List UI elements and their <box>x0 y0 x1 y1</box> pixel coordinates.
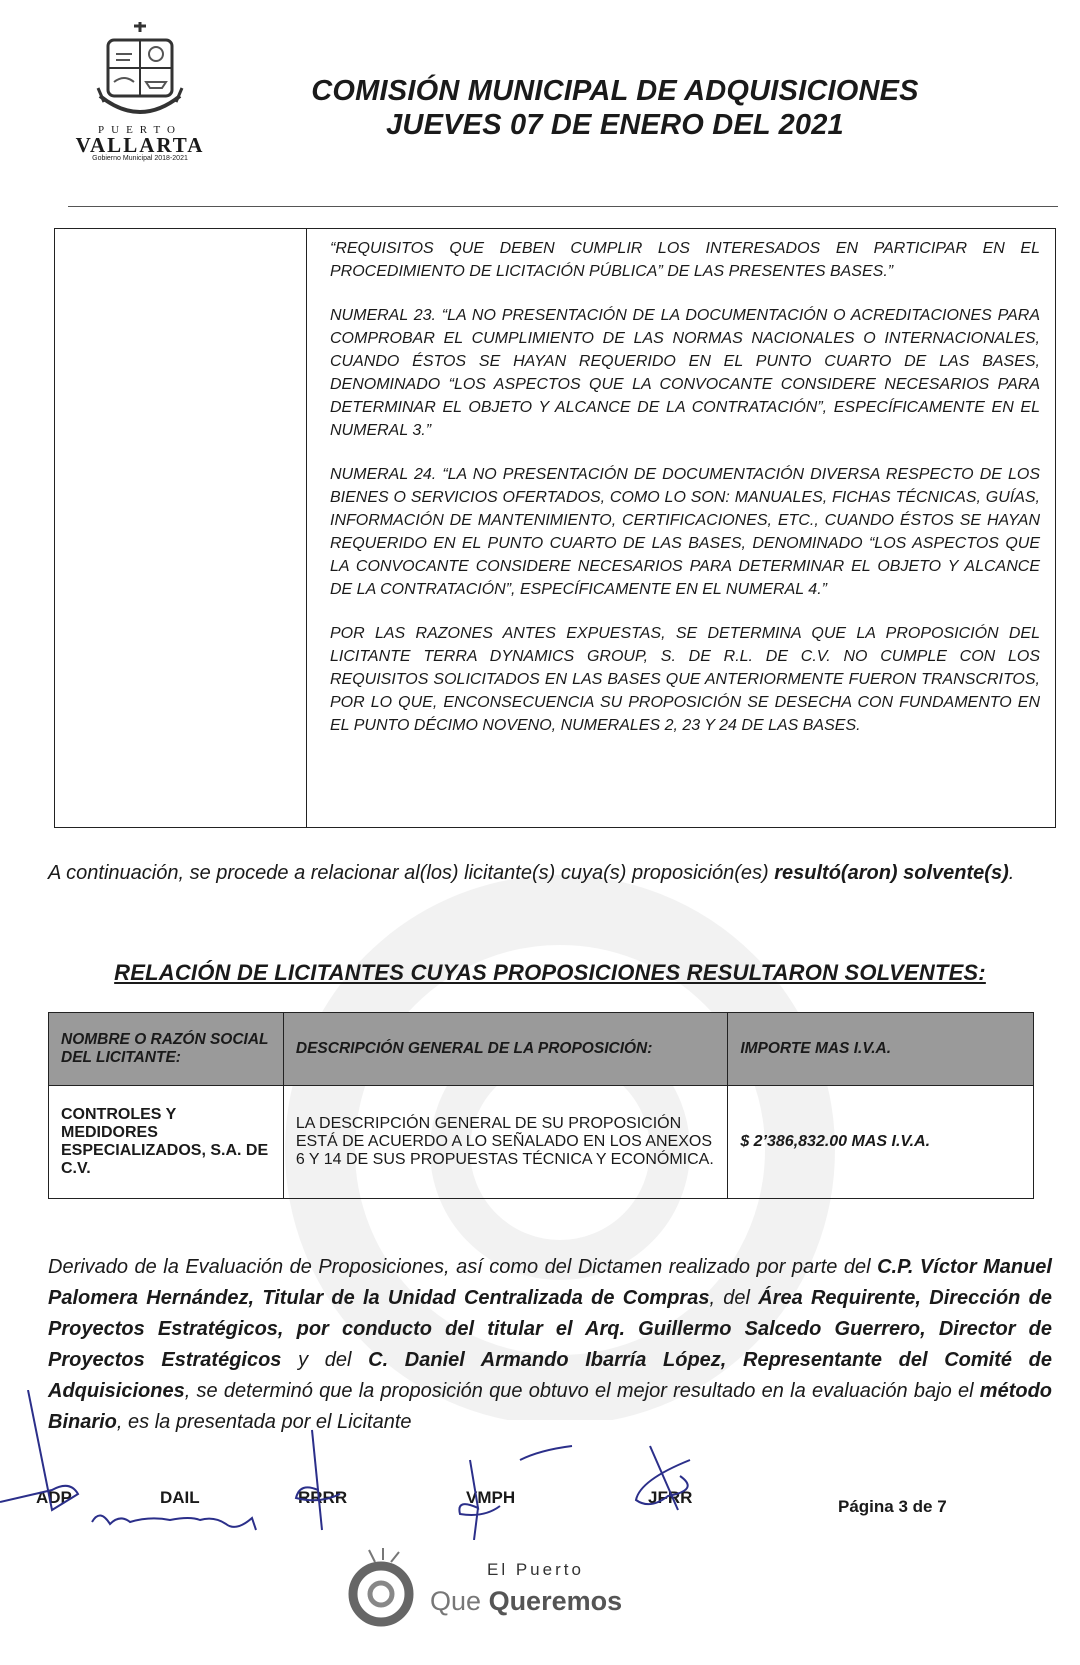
final-text-4: , se determinó que la proposición que obtuvo el mejor resultado en la evaluación bajo el <box>184 1380 980 1402</box>
table-row <box>49 1086 1034 1199</box>
slogan-el-puerto: El Puerto <box>487 1560 584 1579</box>
final-text-1: Derivado de la Evaluación de Proposiciones, así como del Dictamen realizado por parte del <box>48 1256 878 1278</box>
logo-puerto: PUERTO <box>98 124 182 136</box>
intro-paragraph <box>48 860 1052 887</box>
initials-dail: DAIL <box>160 1488 200 1507</box>
header-description: DESCRIPCIÓN GENERAL DE LA PROPOSICIÓN: <box>283 1013 727 1086</box>
slogan-que: Que <box>430 1586 482 1616</box>
initials-adp: ADP <box>36 1488 72 1507</box>
final-bold-3: C. Daniel Armando Ibarría López, Representante del Comité de Adquisiciones <box>48 1349 1052 1402</box>
slogan-que-queremos <box>430 1586 622 1617</box>
cell-name: CONTROLES Y MEDIDORES ESPECIALIZADOS, S.A. DE C.V. <box>49 1086 284 1199</box>
bidders-table <box>48 1012 1034 1199</box>
cell-description: LA DESCRIPCIÓN GENERAL DE SU PROPOSICIÓN ESTÁ DE ACUERDO A LO SEÑALADO EN LOS ANEXOS 6 Y 14 DE SUS PROPUESTAS TÉCNICA Y ECONÓMICA. <box>283 1086 727 1199</box>
initials-jfrr: JFRR <box>648 1488 693 1507</box>
box-paragraph: NUMERAL 24. “LA NO PRESENTACIÓN DE DOCUMENTACIÓN DIVERSA RESPECTO DE LOS BIENES O SERVICIOS OFERTADOS, COMO LO SON: MANUALES, FICHAS TÉCNICAS, GUÍAS, INFORMACIÓN DE MANTENIMIENTO, CERTIFICACIONES, ETC., CUANDO ÉSTOS SE HAYAN REQUERIDO EN EL PUNTO CUARTO DE LAS BASES, DENOMINADO “LOS ASPECTOS QUE LA CONVOCANTE CONSIDERE NECESARIOS PARA DETERMINAR EL OBJETO Y ALCANCE DE LA CONTRATACIÓN”, ESPECÍFICAMENTE EN EL NUMERAL 4.” <box>330 466 1040 598</box>
municipal-logo <box>70 18 210 168</box>
coat-of-arms-icon <box>90 18 190 126</box>
final-text-2: , del <box>709 1287 759 1309</box>
header-amount: IMPORTE MAS I.V.A. <box>728 1013 1034 1086</box>
intro-text: A continuación, se procede a relacionar al(los) licitante(s) cuya(s) proposición(es) <box>48 862 775 884</box>
page-number: Página 3 de 7 <box>838 1497 947 1516</box>
title-line-1: COMISIÓN MUNICIPAL DE ADQUISICIONES <box>311 75 919 107</box>
box-paragraph: NUMERAL 23. “LA NO PRESENTACIÓN DE LA DOCUMENTACIÓN O ACREDITACIONES PARA COMPROBAR EL CUMPLIMIENTO DE LAS NORMAS NACIONALES O INTERNACIONALES, CUANDO ÉSTOS SE HAYAN REQUERIDO EN EL PUNTO CUARTO DE LAS BASES, DENOMINADO “LOS ASPECTOS QUE LA CONVOCANTE CONSIDERE NECESARIOS PARA DETERMINAR EL OBJETO Y ALCANCE DE LA CONTRATACIÓN”, ESPECÍFICAMENTE EN EL NUMERAL 3.” <box>330 307 1040 439</box>
intro-end: . <box>1008 862 1015 884</box>
header-divider <box>68 206 1058 207</box>
final-paragraph <box>48 1252 1052 1438</box>
final-bold-2: Área Requirente, Dirección de Proyectos Estratégicos, por conducto del titular el Arq. Guillermo Salcedo Guerrero, Director de Proyectos Estratégicos <box>48 1287 1052 1371</box>
continuation-box <box>54 228 1056 828</box>
intro-bold: resultó(aron) solvente(s) <box>774 862 1009 884</box>
box-paragraph: “REQUISITOS QUE DEBEN CUMPLIR LOS INTERESADOS EN PARTICIPAR EN EL PROCEDIMIENTO DE LICITACIÓN PÚBLICA” DE LAS PRESENTES BASES.” <box>330 240 1040 280</box>
initials-vmph: VMPH <box>466 1488 516 1507</box>
title-line-2: JUEVES 07 DE ENERO DEL 2021 <box>386 109 844 141</box>
box-paragraph: POR LAS RAZONES ANTES EXPUESTAS, SE DETERMINA QUE LA PROPOSICIÓN DEL LICITANTE TERRA DYNAMICS GROUP, S. DE R.L. DE C.V. NO CUMPLE CON LOS REQUISITOS SOLICITADOS EN LAS BASES QUE ANTERIORMENTE FUERON TRANSCRITOS, POR LO QUE, ENCONSECUENCIA SU PROPOSICIÓN SE DESECHA CON FUNDAMENTO EN EL PUNTO DÉCIMO NOVENO, NUMERALES 2, 23 Y 24 DE LAS BASES. <box>330 625 1040 734</box>
slogan-swirl-icon <box>345 1548 417 1632</box>
header-name: NOMBRE O RAZÓN SOCIAL DEL LICITANTE: <box>49 1013 284 1086</box>
final-text-3: y del <box>281 1349 369 1371</box>
box-column-divider <box>306 229 307 827</box>
table-header-row <box>49 1013 1034 1086</box>
box-content <box>330 237 1040 758</box>
relation-title: RELACIÓN DE LICITANTES CUYAS PROPOSICIONES RESULTARON SOLVENTES: <box>114 960 986 985</box>
initials-rrrr: RRRR <box>298 1488 348 1507</box>
final-bold-1: C.P. Víctor Manuel Palomera Hernández, Titular de la Unidad Centralizada de Compras <box>48 1256 1052 1309</box>
cell-amount: $ 2’386,832.00 MAS I.V.A. <box>728 1086 1034 1199</box>
logo-vallarta: VALLARTA <box>75 133 205 157</box>
page-title <box>255 74 975 142</box>
final-text-5: , es la presentada por el Licitante <box>116 1411 412 1433</box>
logo-gobierno: Gobierno Municipal 2018-2021 <box>92 155 188 162</box>
final-bold-4: método Binario <box>48 1380 1052 1433</box>
slogan-logo <box>345 1540 665 1650</box>
slogan-queremos: Queremos <box>488 1586 623 1616</box>
